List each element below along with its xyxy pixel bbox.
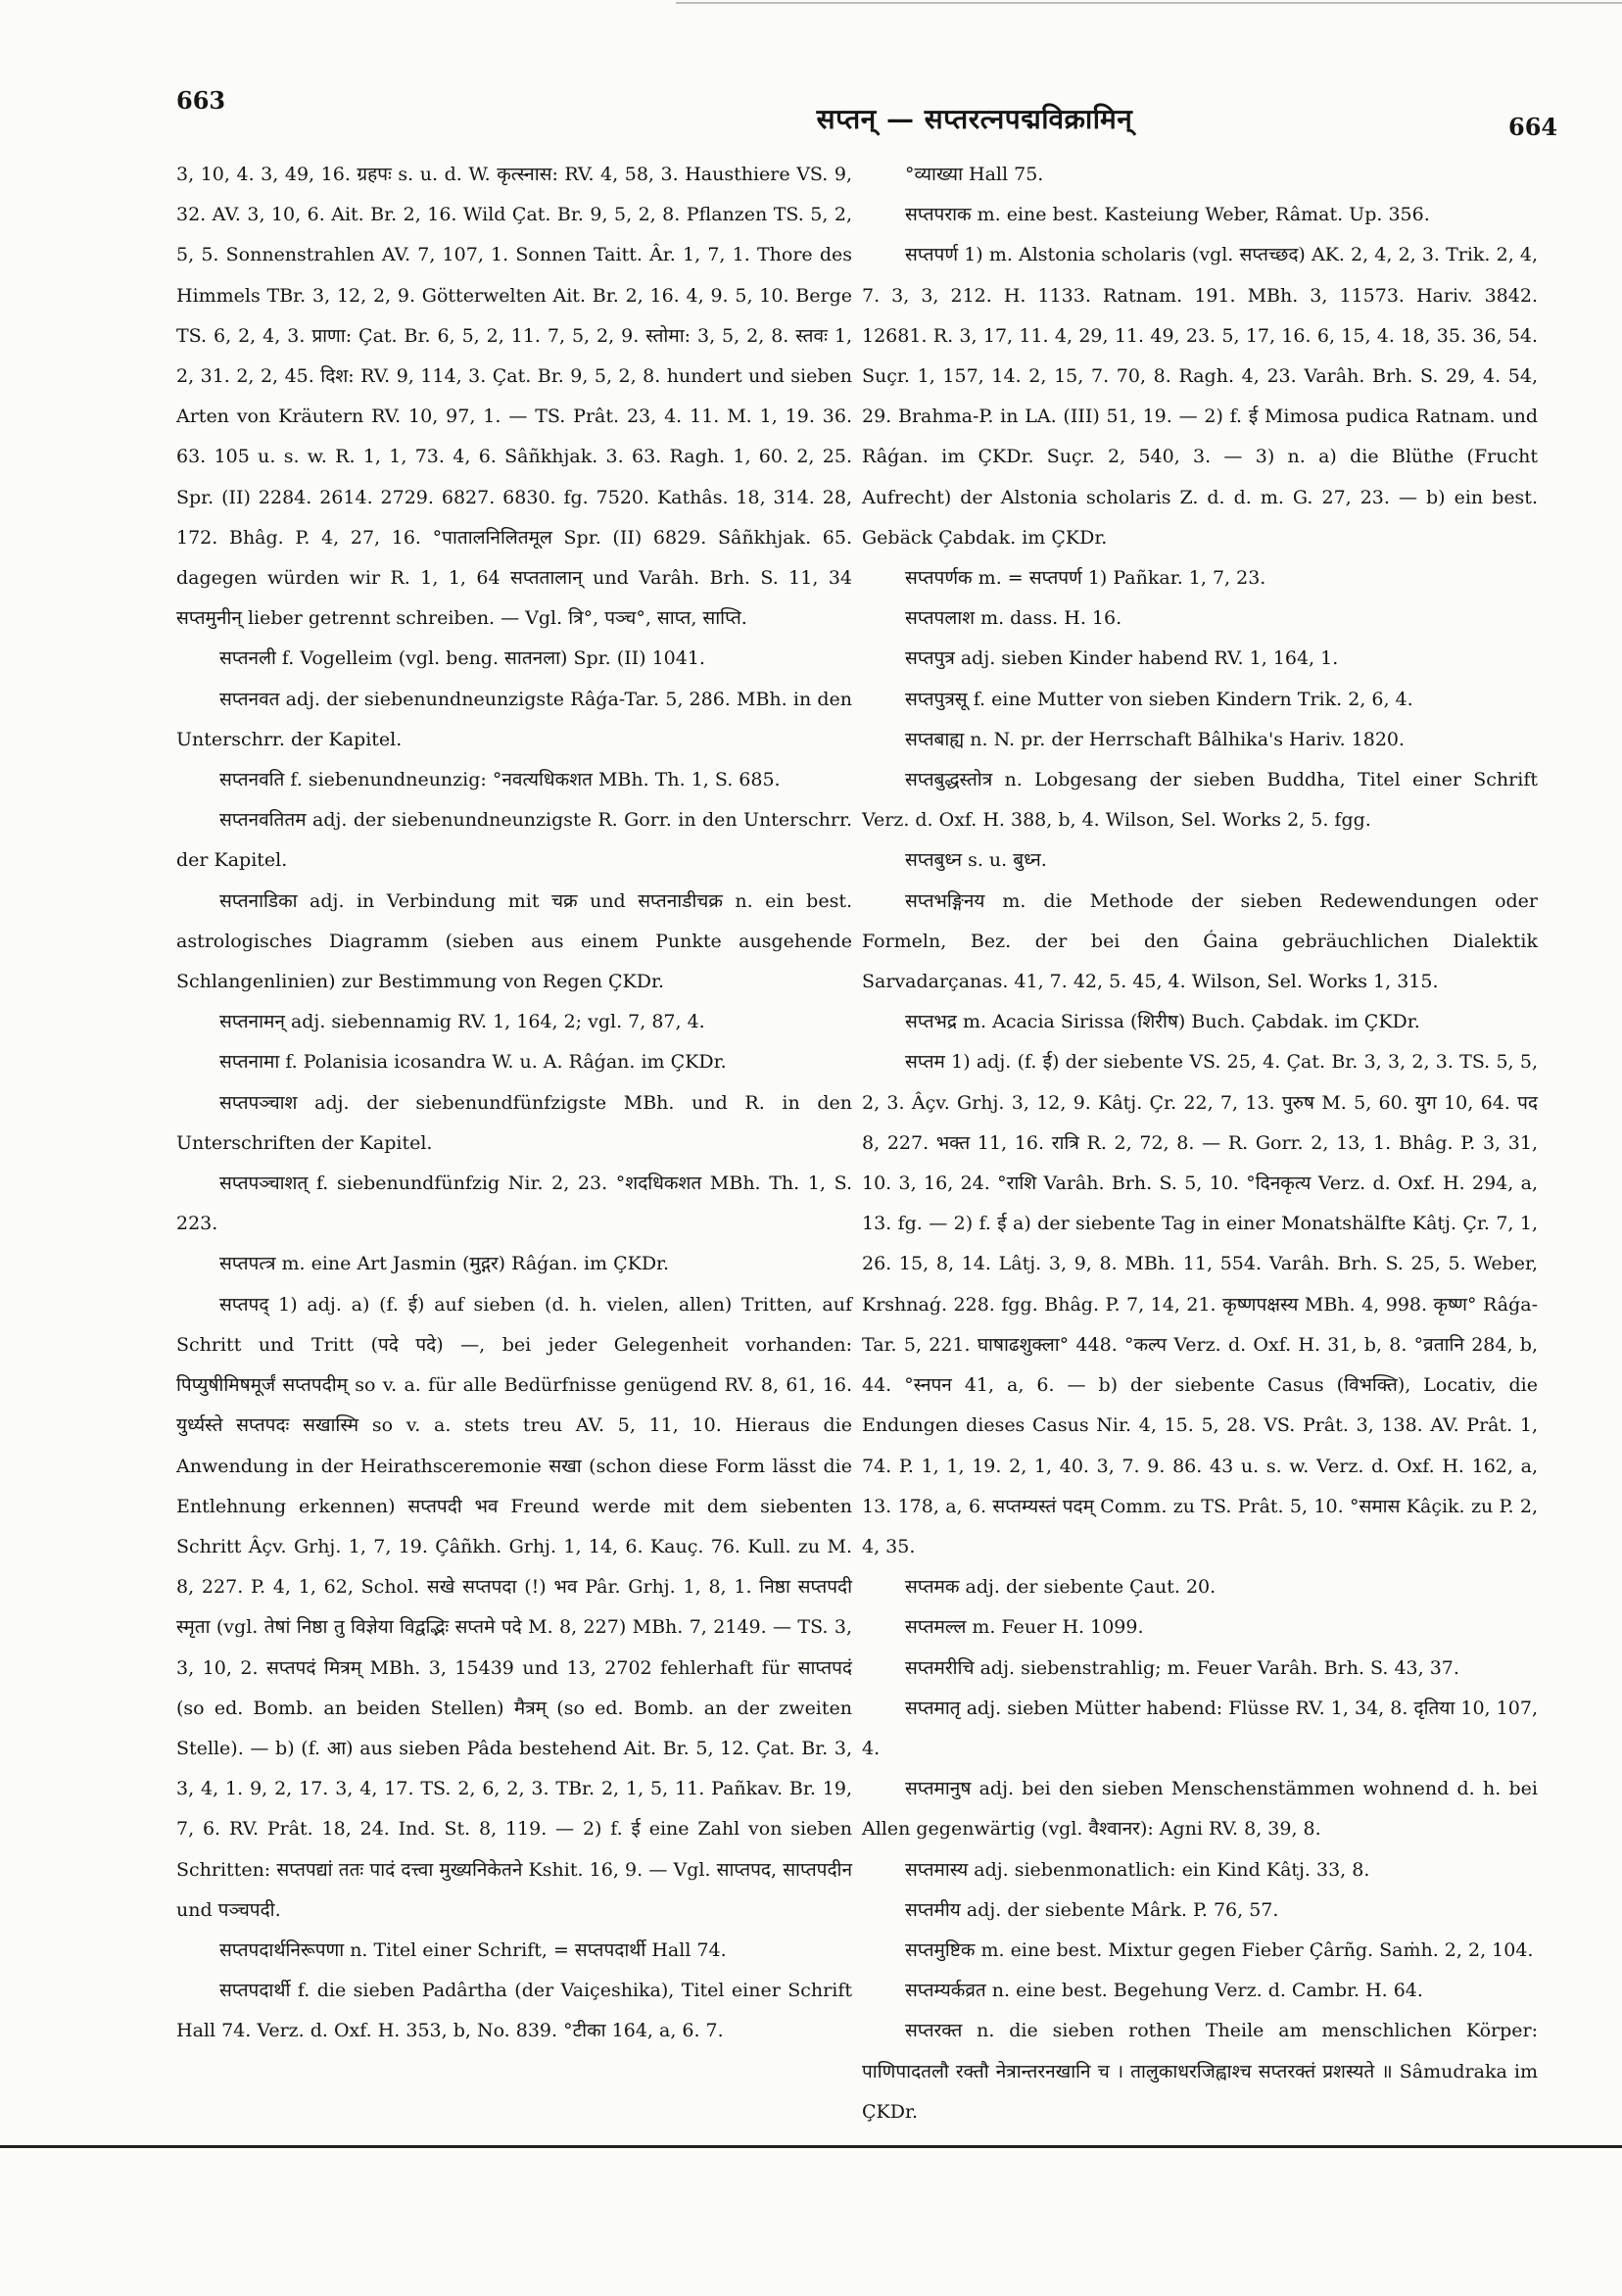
dictionary-entry: सप्तपुत्रसू f. eine Mutter von sieben Kindern Trik. 2, 6, 4. <box>905 688 1413 710</box>
right-column <box>862 155 1538 2132</box>
dictionary-entry: सप्तमल्ल m. Feuer H. 1099. <box>905 1616 1144 1639</box>
dictionary-entry-continuation: °व्याख्या Hall 75. <box>905 164 1044 185</box>
dictionary-entry: सप्तपर्ण 1) m. Alstonia scholaris (vgl. सप्तच्छद) AK. 2, 4, 2, 3. Trik. 2, 4, 7. 3, 3, 212. H. 1133. Ratnam. 191. MBh. 3, 11573. Hariv. 3842. 12681. R. 3, 17, 11. 4, 29, 11. 49, 23. 5, 17, 16. 6, 15, 4. 18, 35. 36, 54. Suçr. 1, 157, 14. 2, 15, 7. 70, 8. Ragh. 4, 23. Varâh. Brh. S. 29, 4. 54, 29. Brahma-P. in LA. (III) 51, 19. — 2) f. ई Mimosa pudica Ratnam. und Râǵan. im ÇKDr. Suçr. 2, 540, 3. — 3) n. a) die Blüthe (Frucht Aufrecht) der Alstonia scholaris Z. d. d. m. G. 27, 23. — b) ein best. Gebäck Çabdak. im ÇKDr. <box>862 244 1538 549</box>
dictionary-entry: सप्तबुध्न s. u. बुध्न. <box>905 849 1047 872</box>
dictionary-entry: सप्तमुष्टिक m. eine best. Mixtur gegen Fieber Çârñg. Saṁh. 2, 2, 104. <box>905 1938 1534 1961</box>
dictionary-entry: सप्तनवति f. siebenundneunzig: °नवत्यधिकशत MBh. Th. 1, S. 685. <box>219 769 781 791</box>
dictionary-entry: सप्तनली f. Vogelleim (vgl. beng. सातनला) Spr. (II) 1041. <box>219 647 705 670</box>
dictionary-entry: सप्तनवत adj. der siebenundneunzigste Râǵa-Tar. 5, 286. MBh. in den Unterschrr. der Kapitel. <box>176 688 852 750</box>
dictionary-entry: सप्तपराक m. eine best. Kasteiung Weber, Râmat. Up. 356. <box>905 204 1430 226</box>
dictionary-entry-continuation: 3, 10, 4. 3, 49, 16. ग्रहपः s. u. d. W. कृत्स्नास: RV. 4, 58, 3. Hausthiere VS. 9, 32. AV. 3, 10, 6. Ait. Br. 2, 16. Wild Çat. Br. 9, 5, 2, 8. Pflanzen TS. 5, 2, 5, 5. Sonnenstrahlen AV. 7, 107, 1. Sonnen Taitt. Âr. 1, 7, 1. Thore des Himmels TBr. 3, 12, 2, 9. Götterwelten Ait. Br. 2, 16. 4, 9. 5, 10. Berge TS. 6, 2, 4, 3. प्राणा: Çat. Br. 6, 5, 2, 11. 7, 5, 2, 9. स्तोमा: 3, 5, 2, 8. स्तवः 1, 2, 31. 2, 2, 45. दिश: RV. 9, 114, 3. Çat. Br. 9, 5, 2, 8. hundert und sieben Arten von Kräutern RV. 10, 97, 1. — TS. Prât. 23, 4. 11. M. 1, 19. 36. 63. 105 u. s. w. R. 1, 1, 73. 4, 6. Sâñkhjak. 3. 63. Ragh. 1, 60. 2, 25. Spr. (II) 2284. 2614. 2729. 6827. 6830. fg. 7520. Kathâs. 18, 314. 28, 172. Bhâg. P. 4, 27, 16. °पातालनिलितमूल Spr. (II) 6829. Sâñkhjak. 65. dagegen würden wir R. 1, 1, 64 सप्ततालान् und Varâh. Brh. S. 11, 34 सप्तमुनीन् lieber getrennt schreiben. — Vgl. त्रि°, पञ्च°, साप्त, साप्ति. <box>176 164 852 630</box>
dictionary-entry: सप्तम 1) adj. (f. ई) der siebente VS. 25, 4. Çat. Br. 3, 3, 2, 3. TS. 5, 5, 2, 3. Âçv. Grhj. 3, 12, 9. Kâtj. Çr. 22, 7, 13. पुरुष M. 5, 60. युग 10, 64. पद 8, 227. भक्त 11, 16. रात्रि R. 2, 72, 8. — R. Gorr. 2, 13, 1. Bhâg. P. 3, 31, 10. 3, 16, 24. °राशि Varâh. Brh. S. 5, 10. °दिनकृत्य Verz. d. Oxf. H. 294, a, 13. fg. — 2) f. ई a) der siebente Tag in einer Monatshälfte Kâtj. Çr. 7, 1, 26. 15, 8, 14. Lâtj. 3, 9, 8. MBh. 11, 554. Varâh. Brh. S. 25, 5. Weber, Krshnaǵ. 228. fgg. Bhâg. P. 7, 14, 21. कृष्णपक्षस्य MBh. 4, 998. कृष्ण° Râǵa-Tar. 5, 221. घाषाढशुक्ला° 448. °कल्प Verz. d. Oxf. H. 31, b, 8. °व्रतानि 284, b, 44. °स्नपन 41, a, 6. — b) der siebente Casus (विभक्ति), Locativ, die Endungen dieses Casus Nir. 4, 15. 5, 28. VS. Prât. 3, 138. AV. Prât. 1, 74. P. 1, 1, 19. 2, 1, 40. 3, 7. 9. 86. 43 u. s. w. Verz. d. Oxf. H. 162, a, 13. 178, a, 6. सप्तम्यस्तं पदम् Comm. zu TS. Prât. 5, 10. °समास Kâçik. zu P. 2, 4, 35. <box>862 1051 1538 1557</box>
dictionary-entry: सप्तमानुष adj. bei den sieben Menschenstämmen wohnend d. h. bei Allen gegenwärtig (vgl. वैश्वानर): Agni RV. 8, 39, 8. <box>862 1778 1538 1841</box>
dictionary-entry: सप्तमक adj. der siebente Çaut. 20. <box>905 1576 1216 1599</box>
dictionary-entry: सप्तभङ्गिनय m. die Methode der sieben Redewendungen oder Formeln, Bez. der bei den Ǵaina gebräuchlichen Dialektik Sarvadarçanas. 41, 7. 42, 5. 45, 4. Wilson, Sel. Works 1, 315. <box>862 889 1538 993</box>
dictionary-entry: सप्तनवतितम adj. der siebenundneunzigste R. Gorr. in den Unterschrr. der Kapitel. <box>176 809 852 872</box>
dictionary-entry: सप्तबाह्य n. N. pr. der Herrschaft Bâlhika's Hariv. 1820. <box>905 728 1406 750</box>
left-column <box>176 155 852 2052</box>
top-edge-rule <box>676 2 1622 4</box>
dictionary-entry: सप्तपदार्थनिरूपणा n. Titel einer Schrift, = सप्तपदार्थी Hall 74. <box>219 1938 727 1961</box>
dictionary-entry: सप्तपद् 1) adj. a) (f. ई) auf sieben (d. h. vielen, allen) Tritten, auf Schritt und Tritt (पदे पदे) —, bei jeder Gelegenheit vorhanden: पिप्युषीमिषमूर्जं सप्तपदीम् so v. a. für alle Bedürfnisse genügend RV. 8, 61, 16. युर्ध्यस्ते सप्तपदः सखास्मि so v. a. stets treu AV. 5, 11, 10. Hieraus die Anwendung in der Heirathsceremonie सखा (schon diese Form lässt die Entlehnung erkennen) सप्तपदी भव Freund werde mit dem siebenten Schritt Âçv. Grhj. 1, 7, 19. Çâñkh. Grhj. 1, 14, 6. Kauç. 76. Kull. zu M. 8, 227. P. 4, 1, 62, Schol. सखे सप्तपदा (!) भव Pâr. Grhj. 1, 8, 1. निष्ठा सप्तपदी स्मृता (vgl. तेषां निष्ठा तु विज्ञेया विद्वद्भिः सप्तमे पदे M. 8, 227) MBh. 7, 2149. — TS. 3, 3, 10, 2. सप्तपदं मित्रम् MBh. 3, 15439 und 13, 2702 fehlerhaft für साप्तपदं (so ed. Bomb. an beiden Stellen) मैत्रम् (so ed. Bomb. an der zweiten Stelle). — b) (f. आ) aus sieben Pâda bestehend Ait. Br. 5, 12. Çat. Br. 3, 3, 4, 1. 9, 2, 17. 3, 4, 17. TS. 2, 6, 2, 3. TBr. 2, 1, 5, 11. Pañkav. Br. 19, 7, 6. RV. Prât. 18, 24. Ind. St. 8, 119. — 2) f. ई eine Zahl von sieben Schritten: सप्तपद्यां ततः पादं दत्त्वा मुख्यनिकेतने Kshit. 16, 9. — Vgl. साप्तपद, साप्तपदीन und पञ्चपदी. <box>176 1293 852 1921</box>
dictionary-entry: सप्तपञ्चाशत् f. siebenundfünfzig Nir. 2, 23. °शदधिकशत MBh. Th. 1, S. 223. <box>176 1172 852 1235</box>
dictionary-entry: सप्तमीय adj. der siebente Mârk. P. 76, 57. <box>905 1898 1279 1921</box>
dictionary-entry: सप्तपदार्थी f. die sieben Padârtha (der Vaiçeshika), Titel einer Schrift Hall 74. Verz. d. Oxf. H. 353, b, No. 839. °टीका 164, a, 6. 7. <box>176 1980 852 2042</box>
running-headword: सप्तन् — सप्तरत्नपद्मविक्रामिन् <box>816 103 1133 135</box>
dictionary-entry: सप्तपलाश m. dass. H. 16. <box>905 607 1122 630</box>
dictionary-entry: सप्तम्यर्कव्रत n. eine best. Begehung Verz. d. Cambr. H. 64. <box>905 1980 1423 2002</box>
right-page-number: 664 <box>1508 113 1558 141</box>
dictionary-entry: सप्तपत्त्र m. eine Art Jasmin (मुद्गर) Râǵan. im ÇKDr. <box>219 1253 670 1275</box>
dictionary-entry: सप्तपर्णक m. = सप्तपर्ण 1) Pañkar. 1, 7, 23. <box>905 567 1266 590</box>
dictionary-entry: सप्तमास्य adj. siebenmonatlich: ein Kind Kâtj. 33, 8. <box>905 1858 1370 1881</box>
dictionary-entry: सप्तमातृ adj. sieben Mütter habend: Flüsse RV. 1, 34, 8. दृतिया 10, 107, 4. <box>862 1697 1538 1759</box>
dictionary-entry: सप्तनामा f. Polanisia icosandra W. u. A. Râǵan. im ÇKDr. <box>219 1051 727 1074</box>
left-page-number: 663 <box>176 86 226 115</box>
dictionary-entry: सप्तपुत्र adj. sieben Kinder habend RV. 1, 164, 1. <box>905 647 1339 670</box>
dictionary-entry: सप्तरक्त n. die sieben rothen Theile am menschlichen Körper: पाणिपादतलौ रक्तौ नेत्रान्तरनखानि च । तालुकाधरजिह्वाश्च सप्तरक्तं प्रशस्यते ॥ Sâmudraka im ÇKDr. <box>862 2020 1538 2123</box>
dictionary-entry: सप्तमरीचि adj. siebenstrahlig; m. Feuer Varâh. Brh. S. 43, 37. <box>905 1656 1459 1679</box>
dictionary-entry: सप्तपञ्चाश adj. der siebenundfünfzigste MBh. und R. in den Unterschriften der Kapitel. <box>176 1091 852 1154</box>
dictionary-entry: सप्तनामन् adj. siebennamig RV. 1, 164, 2; vgl. 7, 87, 4. <box>219 1011 705 1033</box>
page-bottom-rule <box>0 2145 1622 2148</box>
dictionary-entry: सप्तनाडिका adj. in Verbindung mit चक्र und सप्तनाडीचक्र n. ein best. astrologisches Diagramm (sieben aus einem Punkte ausgehende Schlangenlinien) zur Bestimmung von Regen ÇKDr. <box>176 889 852 993</box>
dictionary-entry: सप्तभद्र m. Acacia Sirissa (शिरीष) Buch. Çabdak. im ÇKDr. <box>905 1011 1420 1033</box>
dictionary-entry: सप्तबुद्धस्तोत्र n. Lobgesang der sieben Buddha, Titel einer Schrift Verz. d. Oxf. H. 388, b, 4. Wilson, Sel. Works 2, 5. fgg. <box>862 769 1538 832</box>
